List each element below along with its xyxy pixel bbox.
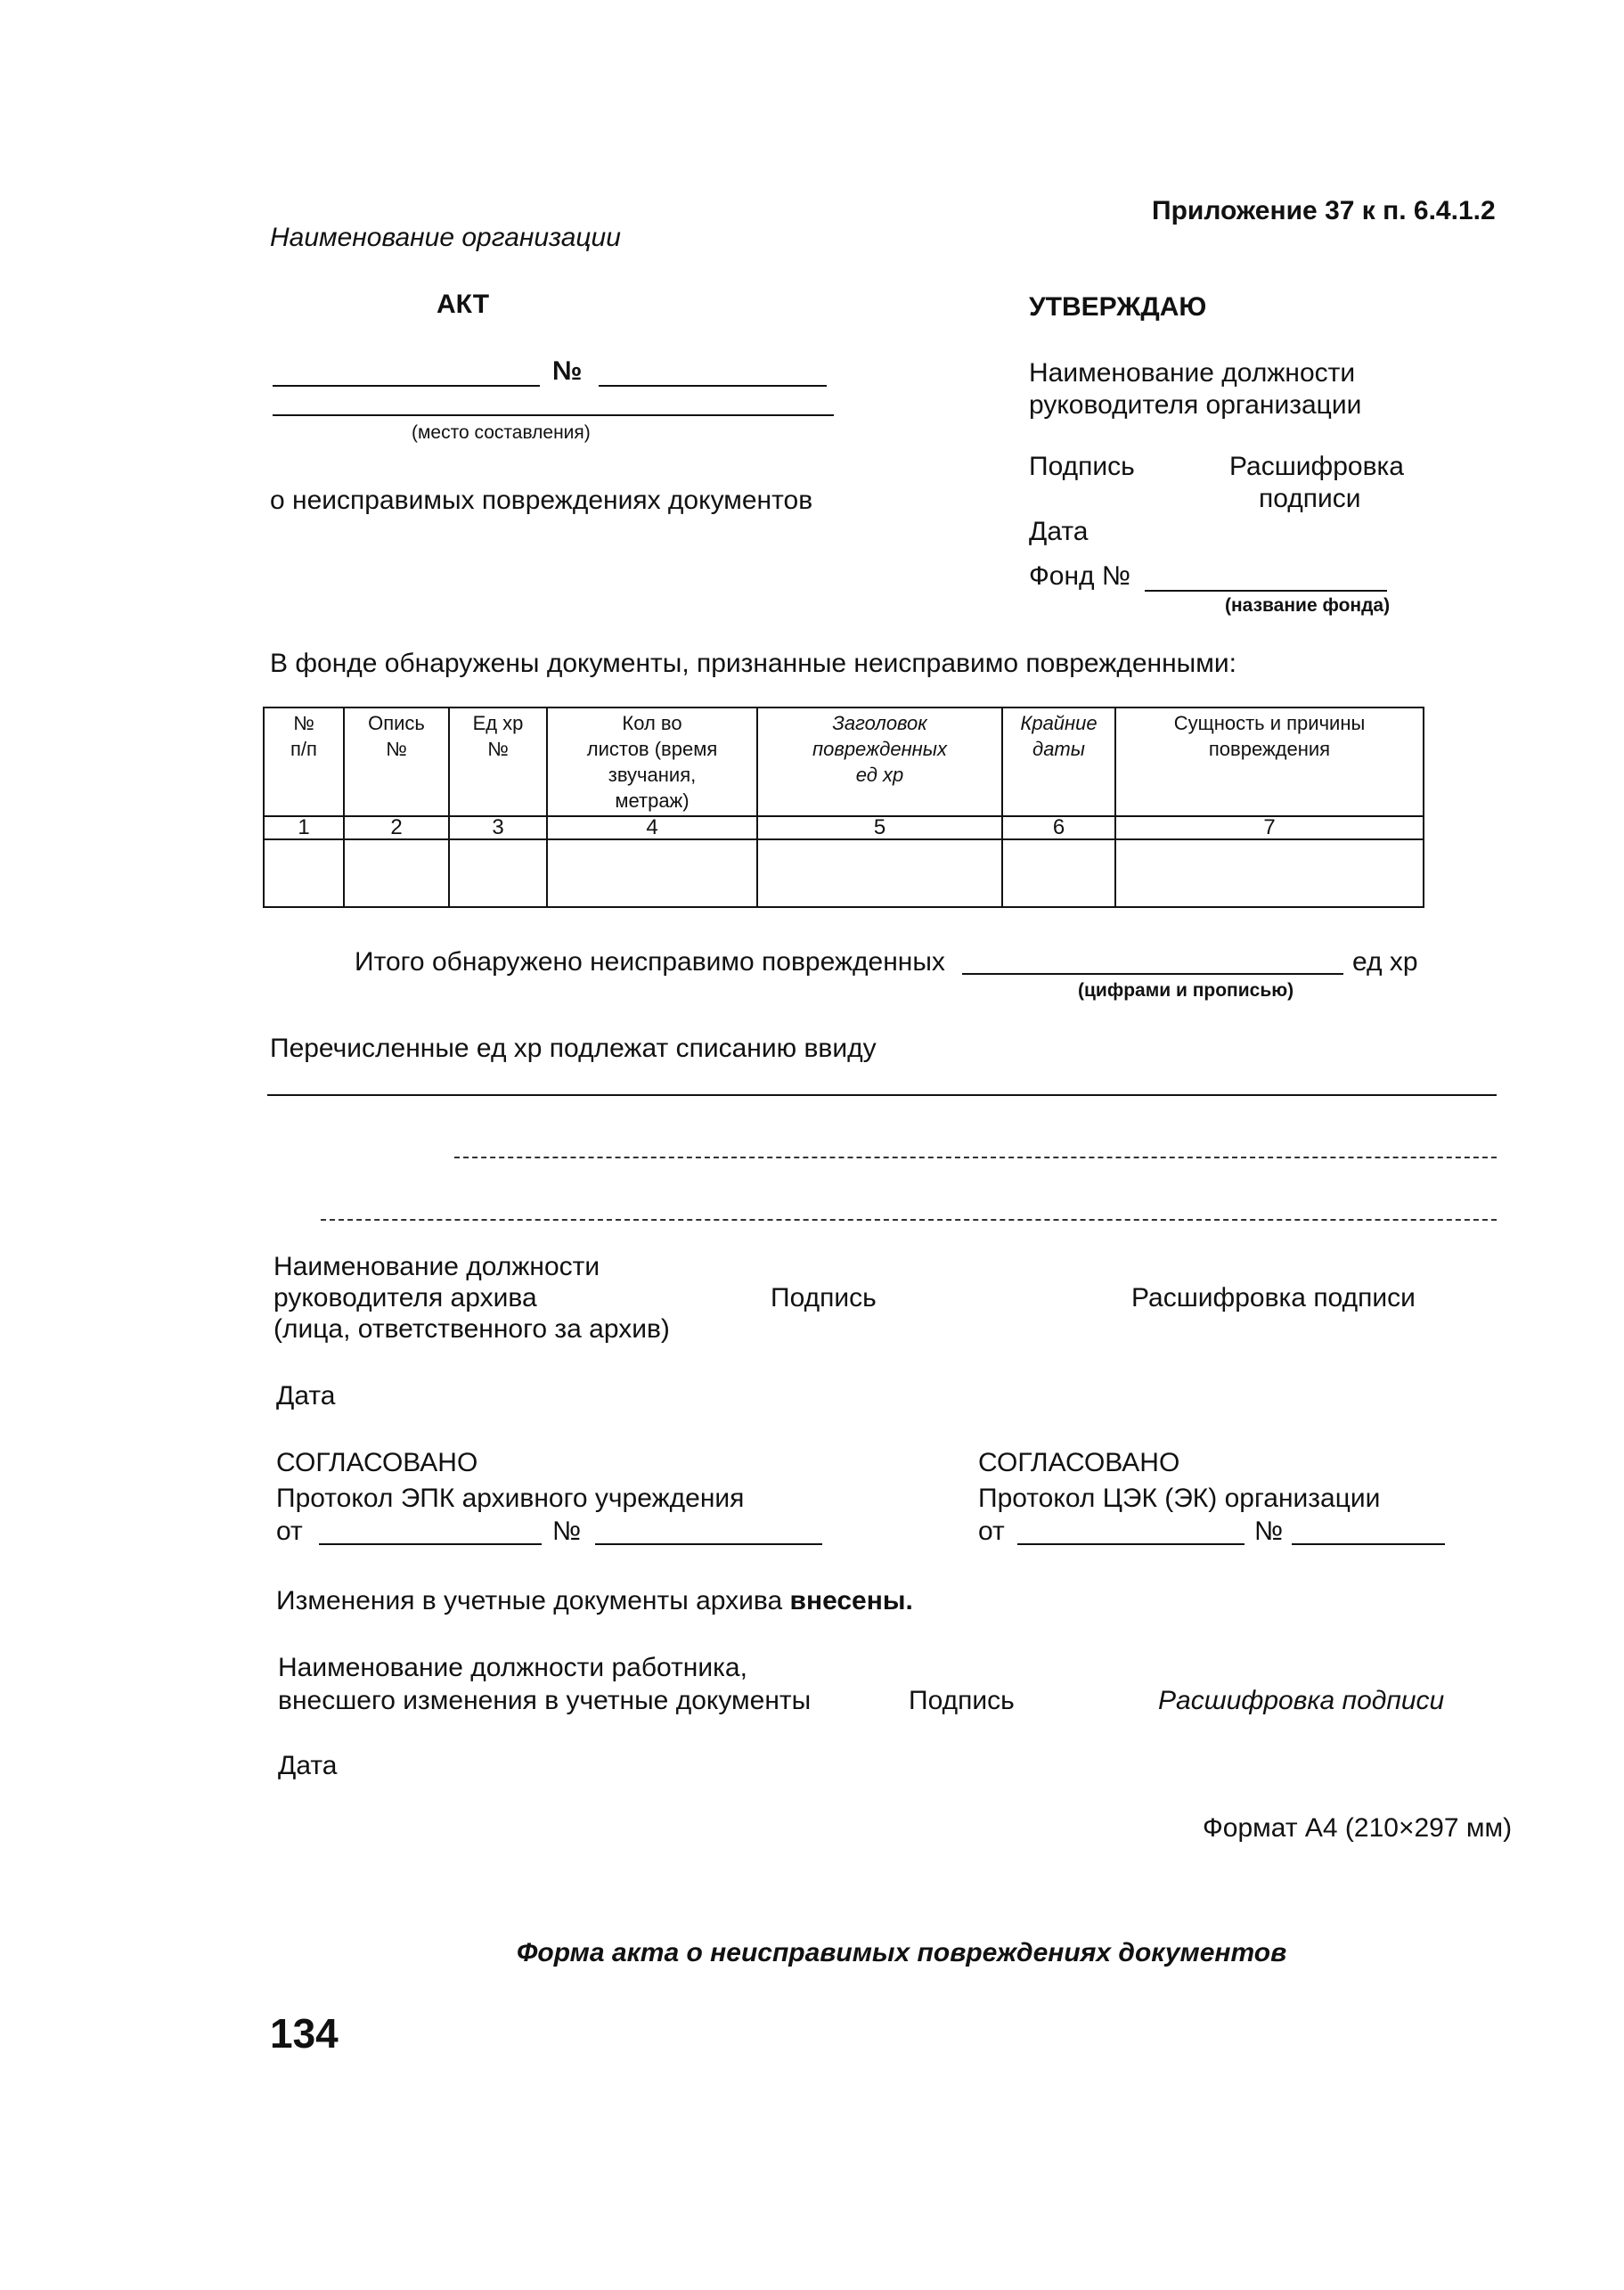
column-number: 5: [757, 816, 1002, 839]
table-header-row: [264, 707, 1424, 816]
fond-label: Фонд №: [1029, 561, 1131, 591]
act-title: АКТ: [437, 290, 490, 319]
total-unit: ед хр: [1352, 947, 1418, 977]
form-caption: Форма акта о неисправимых повреждениях документов: [517, 1938, 1287, 1967]
agreed-right-date-line: [1017, 1543, 1245, 1545]
worker-position-line1: Наименование должности работника,: [278, 1653, 747, 1682]
intro-text: В фонде обнаружены документы, признанные неисправимо поврежденными:: [270, 649, 1236, 678]
agreed-right-protocol: Протокол ЦЭК (ЭК) организации: [978, 1484, 1381, 1513]
fond-line: [1145, 590, 1387, 592]
worker-position-line2: внесшего изменения в учетные документы: [278, 1686, 812, 1715]
header-cell-dates: Крайние даты: [1002, 707, 1115, 816]
page-number: 134: [270, 2010, 339, 2057]
table-row: [264, 839, 1424, 907]
damaged-documents-table: [263, 707, 1424, 908]
approver-signature-label: Подпись: [1029, 452, 1135, 481]
reason-line-1: [267, 1094, 1497, 1096]
page-format: Формат А4 (210×297 мм): [1203, 1813, 1513, 1843]
approver-position-line2: руководителя организации: [1029, 390, 1362, 420]
act-date-line: [273, 385, 540, 387]
worker-date-label: Дата: [278, 1751, 338, 1780]
changes-text: Изменения в учетные документы архива внесены.: [276, 1586, 913, 1615]
place-line: [273, 414, 834, 416]
organization-name-label: Наименование организации: [270, 223, 621, 252]
agreed-left-protocol: Протокол ЭПК архивного учреждения: [276, 1484, 745, 1513]
appendix-reference: Приложение 37 к п. 6.4.1.2: [1152, 196, 1496, 225]
listed-text: Перечисленные ед хр подлежат списанию ввиду: [270, 1034, 877, 1063]
archive-position-line2: руководителя архива: [273, 1283, 537, 1313]
approver-date-label: Дата: [1029, 517, 1089, 546]
column-number: 3: [449, 816, 547, 839]
table-number-row: [264, 816, 1424, 839]
reason-line-2: [454, 1157, 1497, 1158]
table-cell: [344, 839, 449, 907]
approver-decoding-line2: подписи: [1259, 484, 1361, 513]
agreed-right-number-sign: №: [1254, 1517, 1284, 1546]
header-cell-sheets: Кол во листов (время звучания, метраж): [547, 707, 757, 816]
approver-decoding-line1: Расшифровка: [1229, 452, 1404, 481]
column-number: 2: [344, 816, 449, 839]
agreed-left-number-line: [595, 1543, 822, 1545]
total-line: [962, 973, 1343, 975]
table-cell: [1002, 839, 1115, 907]
agreed-left-number-sign: №: [552, 1517, 582, 1546]
archive-position-line3: (лица, ответственного за архив): [273, 1314, 670, 1344]
total-label: Итого обнаружено неисправимо поврежденных: [355, 947, 945, 977]
reason-line-3: [321, 1219, 1497, 1221]
fond-caption: (название фонда): [1225, 595, 1391, 616]
header-cell-number: № п/п: [264, 707, 344, 816]
place-caption: (место составления): [412, 422, 591, 443]
act-number-sign: №: [552, 356, 583, 386]
worker-signature-label: Подпись: [909, 1686, 1015, 1715]
agreed-left-from: от: [276, 1517, 303, 1546]
archive-date-label: Дата: [276, 1381, 336, 1411]
header-cell-title: Заголовок поврежденных ед хр: [757, 707, 1002, 816]
archive-position-line1: Наименование должности: [273, 1252, 600, 1281]
agreed-left-title: СОГЛАСОВАНО: [276, 1448, 478, 1477]
table-cell: [449, 839, 547, 907]
header-cell-damage: Сущность и причины повреждения: [1115, 707, 1424, 816]
agreed-right-title: СОГЛАСОВАНО: [978, 1448, 1180, 1477]
table-cell: [1115, 839, 1424, 907]
total-caption: (цифрами и прописью): [1078, 980, 1294, 1001]
table-cell: [757, 839, 1002, 907]
header-cell-storage-unit: Ед хр №: [449, 707, 547, 816]
agreed-left-date-line: [319, 1543, 542, 1545]
table-cell: [264, 839, 344, 907]
agreed-right-from: от: [978, 1517, 1005, 1546]
worker-decoding-label: Расшифровка подписи: [1158, 1686, 1445, 1715]
column-number: 6: [1002, 816, 1115, 839]
act-number-line: [599, 385, 827, 387]
archive-signature-label: Подпись: [771, 1283, 877, 1313]
act-subject: о неисправимых повреждениях документов: [270, 486, 813, 515]
column-number: 1: [264, 816, 344, 839]
column-number: 4: [547, 816, 757, 839]
approver-position-line1: Наименование должности: [1029, 358, 1356, 388]
column-number: 7: [1115, 816, 1424, 839]
header-cell-inventory: Опись №: [344, 707, 449, 816]
table-cell: [547, 839, 757, 907]
agreed-right-number-line: [1292, 1543, 1445, 1545]
approve-title: УТВЕРЖДАЮ: [1029, 292, 1207, 322]
archive-decoding-label: Расшифровка подписи: [1131, 1283, 1416, 1313]
